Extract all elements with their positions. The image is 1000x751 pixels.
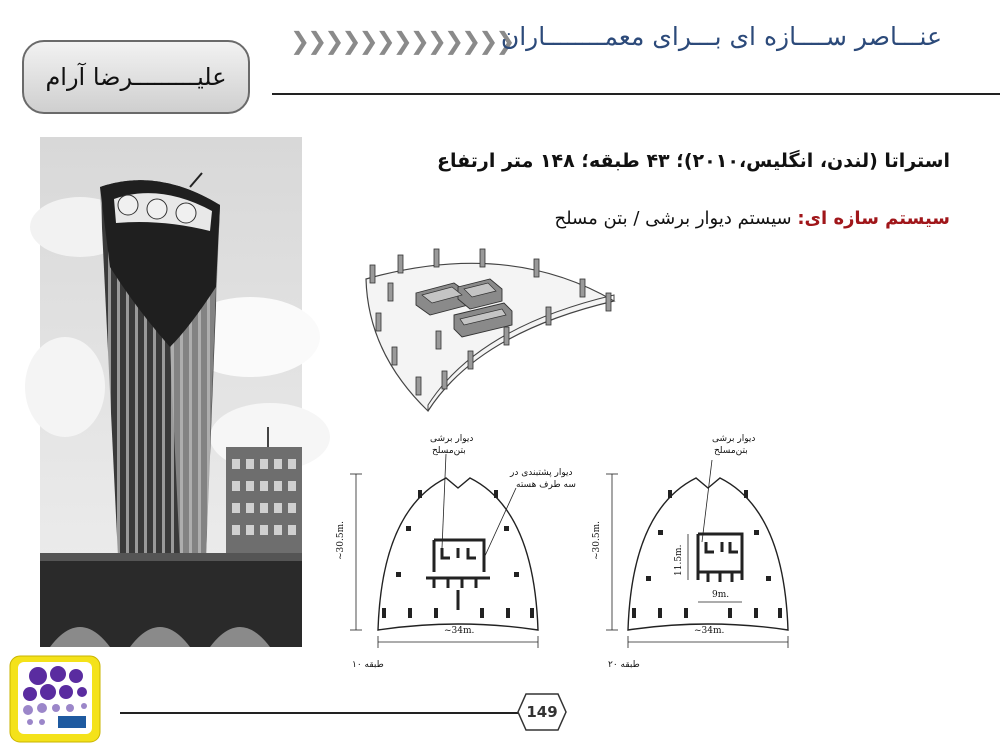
building-headline: استراتا (لندن، انگلیس،۲۰۱۰)؛ ۴۳ طبقه؛ ۱۴۸ متر ارتفاع [437,150,950,172]
plan10-label-shear: دیوار برشی [430,434,474,444]
publisher-logo-icon [8,654,102,744]
chevron-strip-icon: ❯❯❯❯❯❯❯❯❯❯❯❯❯ [290,27,513,55]
building-photo [40,137,302,647]
plan20-caption: طبقه ۲۰ [608,660,640,670]
plan20-label-shear: دیوار برشی [712,434,756,444]
plan10-label-concrete: بتن‌مسلح [432,446,466,456]
plan10-label-buttress-1: دیوار پشتبندی در [510,468,573,478]
plan10-caption: طبقه ۱۰ [352,660,384,670]
plan20-width-dimension: ~34m. [694,626,725,636]
page-number: 149 [526,703,558,721]
isometric-structure-diagram [358,243,620,411]
structural-system-line [554,208,950,229]
structural-system-label: سیستم سازه ای: [797,208,950,229]
plan20-core-width-dimension: 9m. [712,590,730,600]
author-name: علیـــــــــرضا آرام [45,63,227,91]
author-name-box [22,40,250,114]
plan10-width-dimension: ~34m. [444,626,475,636]
plan20-core-height-dimension: 11.5m. [674,544,684,576]
floor-plan-20 [592,430,820,680]
footer-divider [120,712,522,714]
plan10-label-buttress-2: سه طرف هسته [516,480,576,490]
plan20-height-dimension: ~30.5m. [592,521,602,560]
structural-system-value: سیستم دیوار برشی / بتن مسلح [554,208,798,229]
page-number-badge [516,692,568,732]
header-divider [272,93,1000,95]
page-title: عنـــاصر ســــازه ای بـــرای معمــــــــاران [500,22,942,51]
plan20-label-concrete: بتن‌مسلح [714,446,748,456]
plan10-height-dimension: ~30.5m. [336,521,346,560]
floor-plan-10 [338,430,578,680]
